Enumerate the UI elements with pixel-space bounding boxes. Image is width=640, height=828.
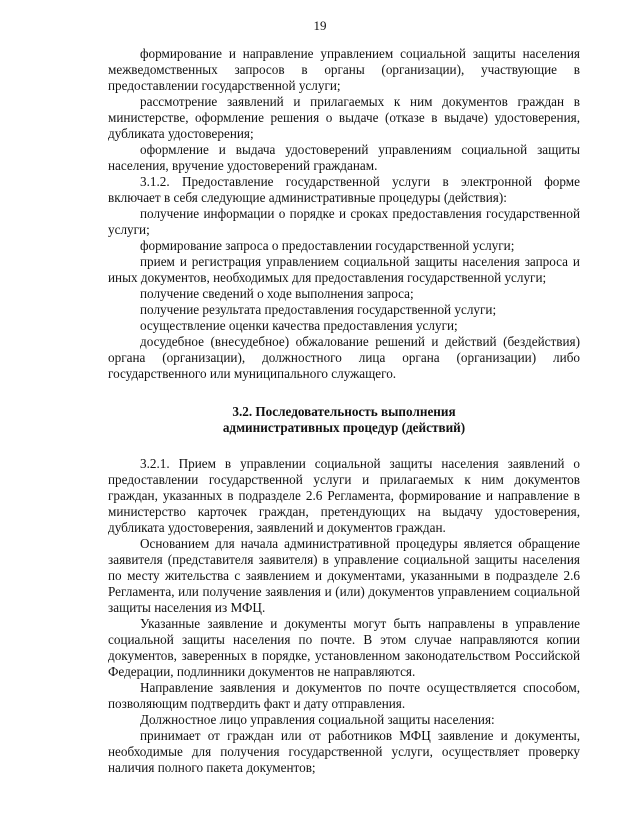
section-title xyxy=(108,404,580,436)
paragraph: рассмотрение заявлений и прилагаемых к ним документов граждан в министерстве, оформление решения о выдаче (отказе в выдаче) удостоверения, дубликата удостоверения; xyxy=(108,94,580,141)
paragraph: Направление заявления и документов по почте осуществляется способом, позволяющим подтвердить факт и дату отправления. xyxy=(108,680,580,711)
paragraph: принимает от граждан или от работников МФЦ заявление и документы, необходимые для получения государственной услуги, осуществляет проверку наличия полного пакета документов; xyxy=(108,728,580,775)
document-body xyxy=(108,46,580,776)
paragraph: Указанные заявление и документы могут быть направлены в управление социальной защиты населения по почте. В этом случае направляются копии документов, заверенных в порядке, установленном законодательством Российской Федерации, подлинники документов не направляются. xyxy=(108,616,580,679)
paragraph: получение сведений о ходе выполнения запроса; xyxy=(140,286,414,301)
paragraph: Должностное лицо управления социальной защиты населения: xyxy=(140,712,495,727)
paragraph: досудебное (внесудебное) обжалование решений и действий (бездействия) органа (организации), должностного лица органа (организации) либо государственного или муниципального служащего. xyxy=(108,334,580,381)
paragraph: 3.2.1. Прием в управлении социальной защиты населения заявлений о предоставлении государственной услуги и прилагаемых к ним документов граждан, указанных в подразделе 2.6 Регламента, формирование и направление в министерство карточек граждан, претендующих на выдачу удостоверения, дубликата удостоверения, заявлений и документов граждан. xyxy=(108,456,580,535)
section-title-line: административных процедур (действий) xyxy=(222,420,466,435)
paragraph: Основанием для начала административной процедуры является обращение заявителя (представителя заявителя) в управление социальной защиты населения по месту жительства с заявлением и документами, указанными в подразделе 2.6 Регламента, или получение заявления и (или) документов управлением социальной защиты населения из МФЦ. xyxy=(108,536,580,615)
paragraph: получение информации о порядке и сроках предоставления государственной услуги; xyxy=(108,206,580,237)
paragraph: 3.1.2. Предоставление государственной услуги в электронной форме включает в себя следующие административные процедуры (действия): xyxy=(108,174,580,205)
paragraph: получение результата предоставления государственной услуги; xyxy=(140,302,497,317)
paragraph: прием и регистрация управлением социальной защиты населения запроса и иных документов, необходимых для предоставления государственной услуги; xyxy=(108,254,580,285)
paragraph: осуществление оценки качества предоставления услуги; xyxy=(140,318,458,333)
paragraph: оформление и выдача удостоверений управлениям социальной защиты населения, вручение удостоверений гражданам. xyxy=(108,142,580,173)
page-number: 19 xyxy=(313,18,327,33)
paragraph: формирование и направление управлением социальной защиты населения межведомственных запросов в органы (организации), участвующие в предоставлении государственной услуги; xyxy=(108,46,580,93)
section-title-line: 3.2. Последовательность выполнения xyxy=(232,404,456,419)
paragraph: формирование запроса о предоставлении государственной услуги; xyxy=(140,238,515,253)
